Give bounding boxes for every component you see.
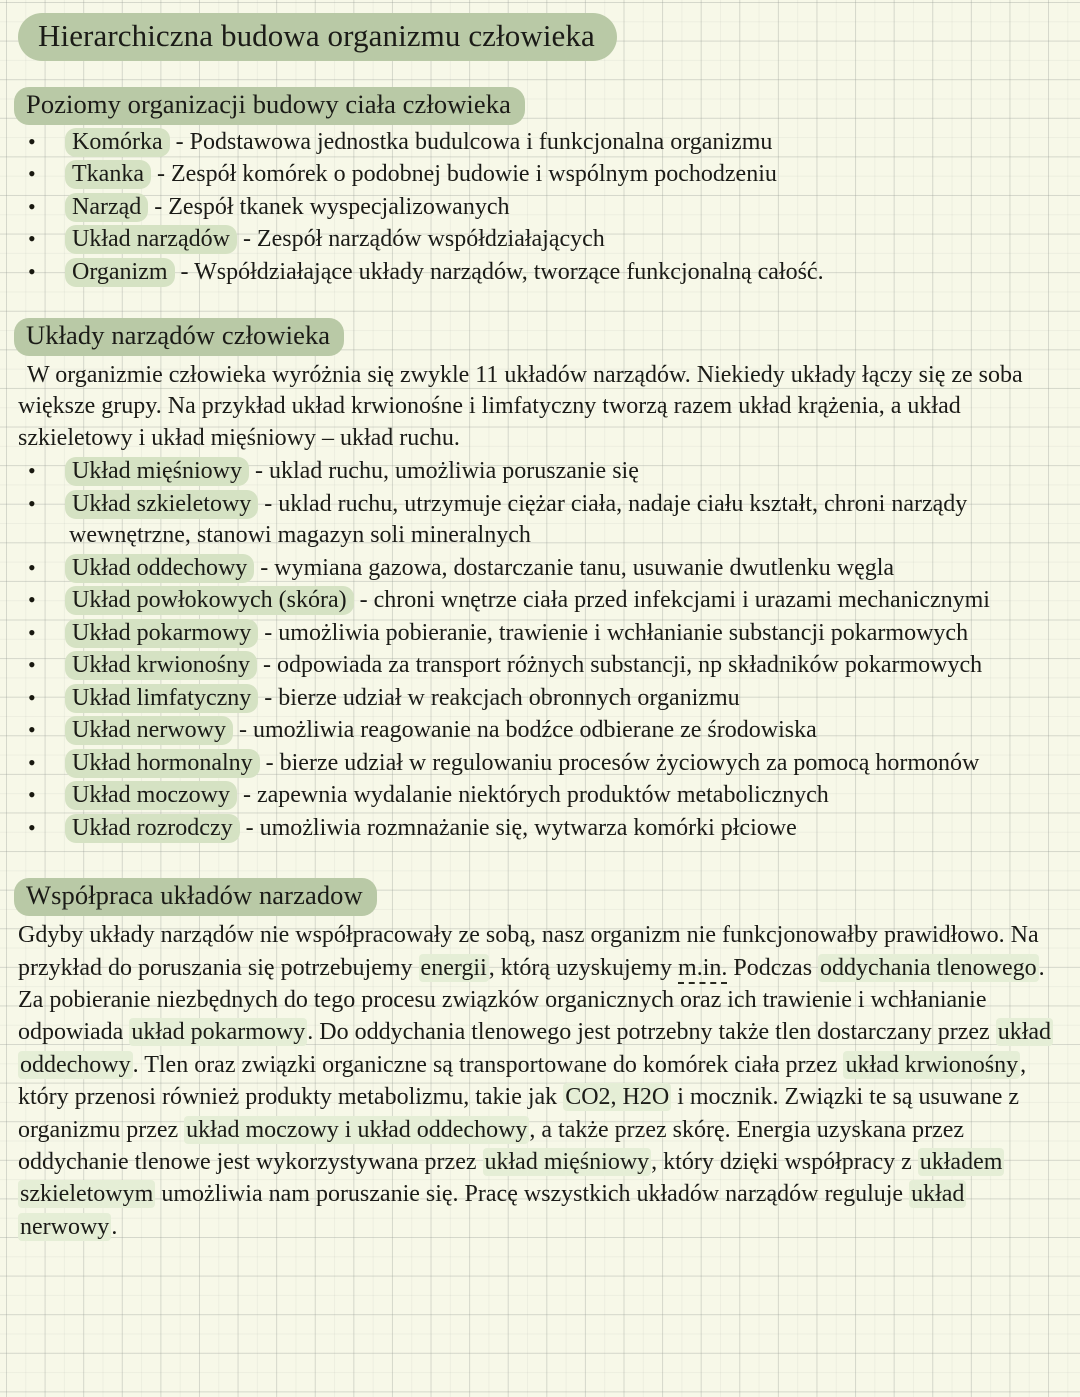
paragraph-text-run: Podczas bbox=[727, 954, 819, 981]
term-description: - umożliwia reagowanie na bodźce odbierane ze środowiska bbox=[232, 717, 817, 744]
list-item bbox=[14, 456, 1064, 488]
bullet-list-uklady-narzadow bbox=[14, 456, 1064, 844]
highlighted-phrase: układ moczowy i układ oddechowy bbox=[186, 1116, 528, 1143]
highlighted-phrase: układem szkieletowym bbox=[20, 1149, 1003, 1208]
term-highlight: Układ moczowy bbox=[65, 781, 237, 810]
term-highlight: Układ nerwowy bbox=[65, 716, 233, 745]
term-highlight: Tkanka bbox=[65, 160, 151, 189]
term-highlight: Układ pokarmowy bbox=[65, 619, 258, 648]
term-description: - Zespół komórek o podobnej budowie i wspólnym pochodzeniu bbox=[150, 161, 777, 188]
section-wspolpraca bbox=[0, 878, 1080, 1243]
section-uklady-narzadow bbox=[0, 318, 1080, 844]
term-description: - uklad ruchu, umożliwia poruszanie się bbox=[248, 458, 639, 485]
term-description: - chroni wnętrze ciała przed infekcjami i urazami mechanicznymi bbox=[353, 587, 990, 614]
paragraph-text-run: , a także przez skórę. Energia uzyskana przez oddychanie tlenowe jest wykorzystywana przez bbox=[18, 1116, 965, 1176]
list-item bbox=[14, 489, 1064, 552]
highlighted-phrase: układ oddechowy bbox=[20, 1019, 1052, 1078]
highlighted-phrase: układ krwionośny bbox=[845, 1051, 1019, 1078]
paragraph-text-run: . Do oddychania tlenowego jest potrzebny także tlen dostarczany przez bbox=[307, 1019, 996, 1046]
list-item bbox=[14, 618, 1064, 650]
spellcheck-underlined-text: m.in. bbox=[678, 955, 727, 984]
paragraph-text-run: , którą uzyskujemy bbox=[488, 954, 679, 981]
term-description: - bierze udział w regulowaniu procesów życiowych za pomocą hormonów bbox=[259, 749, 980, 776]
term-highlight: Organizm bbox=[65, 258, 175, 287]
section-header-poziomy-organizacji: Poziomy organizacji budowy ciała człowieka bbox=[14, 87, 525, 125]
list-item bbox=[14, 127, 1064, 159]
list-item bbox=[14, 257, 1064, 289]
term-description: - zapewnia wydalanie niektórych produktów metabolicznych bbox=[236, 782, 829, 809]
term-highlight: Komórka bbox=[65, 128, 170, 157]
term-description: - odpowiada za transport różnych substancji, np składników pokarmowych bbox=[256, 652, 983, 679]
list-item bbox=[14, 813, 1064, 845]
term-description: - uklad ruchu, utrzymuje ciężar ciała, nadaje ciału kształt, chroni narządy wewnętrzne, stanowi magazyn soli mineralnych bbox=[69, 490, 968, 549]
list-item bbox=[14, 683, 1064, 715]
list-item bbox=[14, 650, 1064, 682]
page-title-container bbox=[0, 0, 1080, 61]
list-item bbox=[14, 585, 1064, 617]
highlighted-phrase: układ nerwowy bbox=[20, 1181, 965, 1240]
paragraph-text-run: . bbox=[111, 1213, 118, 1240]
term-description: - umożliwia rozmnażanie się, wytwarza komórki płciowe bbox=[239, 814, 797, 841]
section-header-wspolpraca: Współpraca układów narzadow bbox=[14, 878, 377, 916]
term-description: - Podstawowa jednostka budulcowa i funkcjonalna organizmu bbox=[169, 128, 773, 155]
highlighted-phrase: układ mięśniowy bbox=[484, 1149, 650, 1176]
term-description: - umożliwia pobieranie, trawienie i wchłanianie substancji pokarmowych bbox=[258, 619, 969, 646]
list-item bbox=[14, 715, 1064, 747]
term-highlight: Układ oddechowy bbox=[65, 554, 254, 583]
paragraph-text-run: umożliwia nam poruszanie się. Pracę wszystkich układów narządów reguluje bbox=[155, 1181, 910, 1208]
page-title: Hierarchiczna budowa organizmu człowieka bbox=[18, 13, 617, 61]
list-item bbox=[14, 748, 1064, 780]
highlighted-phrase: energii bbox=[420, 954, 487, 981]
term-description: - Zespół tkanek wyspecjalizowanych bbox=[148, 193, 510, 220]
term-highlight: Układ mięśniowy bbox=[65, 457, 249, 486]
term-description: - Zespół narządów współdziałających bbox=[236, 226, 605, 253]
list-item bbox=[14, 159, 1064, 191]
term-highlight: Układ szkieletowy bbox=[65, 490, 258, 519]
highlighted-phrase: układ pokarmowy bbox=[131, 1019, 306, 1046]
list-item bbox=[14, 553, 1064, 585]
paragraph-text-run: Gdyby układy narządów nie współpracowały ze sobą, nasz organizm nie funkcjonowałby prawidłowo. Na przykład do poruszania się potrzebujemy bbox=[18, 922, 1039, 981]
term-highlight: Narząd bbox=[65, 193, 148, 222]
paragraph-text-run: , który przenosi również produkty metabolizmu, takie jak bbox=[18, 1051, 1027, 1111]
highlighted-phrase: CO2, H2O bbox=[565, 1084, 670, 1111]
list-item bbox=[14, 780, 1064, 812]
paragraph-text-run: . Tlen oraz związki organiczne są transportowane do komórek ciała przez bbox=[132, 1051, 844, 1078]
paragraph-text-run: . Za pobieranie niezbędnych do tego procesu związków organicznych oraz ich trawienie i wchłanianie odpowiada bbox=[18, 954, 1045, 1046]
term-highlight: Układ rozrodczy bbox=[65, 814, 240, 843]
term-description: - Współdziałające układy narządów, tworzące funkcjonalną całość. bbox=[174, 258, 824, 285]
paragraph-text-run: , który dzięki współpracy z bbox=[651, 1149, 918, 1176]
cooperation-paragraph bbox=[14, 919, 1064, 1243]
term-highlight: Układ krwionośny bbox=[65, 651, 257, 680]
highlighted-phrase: oddychania tlenowego bbox=[820, 954, 1037, 981]
intro-paragraph-uklady-narzadow: W organizmie człowieka wyróżnia się zwykle 11 układów narządów. Niekiedy układy łączy się ze soba większe grupy. Na przykład układ krwionośne i limfatyczny tworzą razem układ krążenia, a układ szkieletowy i układ mięśniowy – układ ruchu. bbox=[18, 361, 1023, 451]
term-description: - bierze udział w reakcjach obronnych organizmu bbox=[258, 684, 740, 711]
list-item bbox=[14, 224, 1064, 256]
bullet-list-poziomy-organizacji bbox=[14, 127, 1064, 289]
term-description: - wymiana gazowa, dostarczanie tanu, usuwanie dwutlenku węgla bbox=[254, 554, 895, 581]
term-highlight: Układ limfatyczny bbox=[65, 684, 258, 713]
list-item bbox=[14, 192, 1064, 224]
term-highlight: Układ narządów bbox=[65, 225, 237, 254]
term-highlight: Układ hormonalny bbox=[65, 749, 260, 778]
paragraph-text-run: i mocznik. Związki te są usuwane z organizmu przez bbox=[18, 1084, 1020, 1143]
section-header-uklady-narzadow: Układy narządów człowieka bbox=[14, 318, 344, 356]
term-highlight: Układ powłokowych (skóra) bbox=[65, 586, 354, 615]
section-poziomy-organizacji bbox=[0, 87, 1080, 288]
